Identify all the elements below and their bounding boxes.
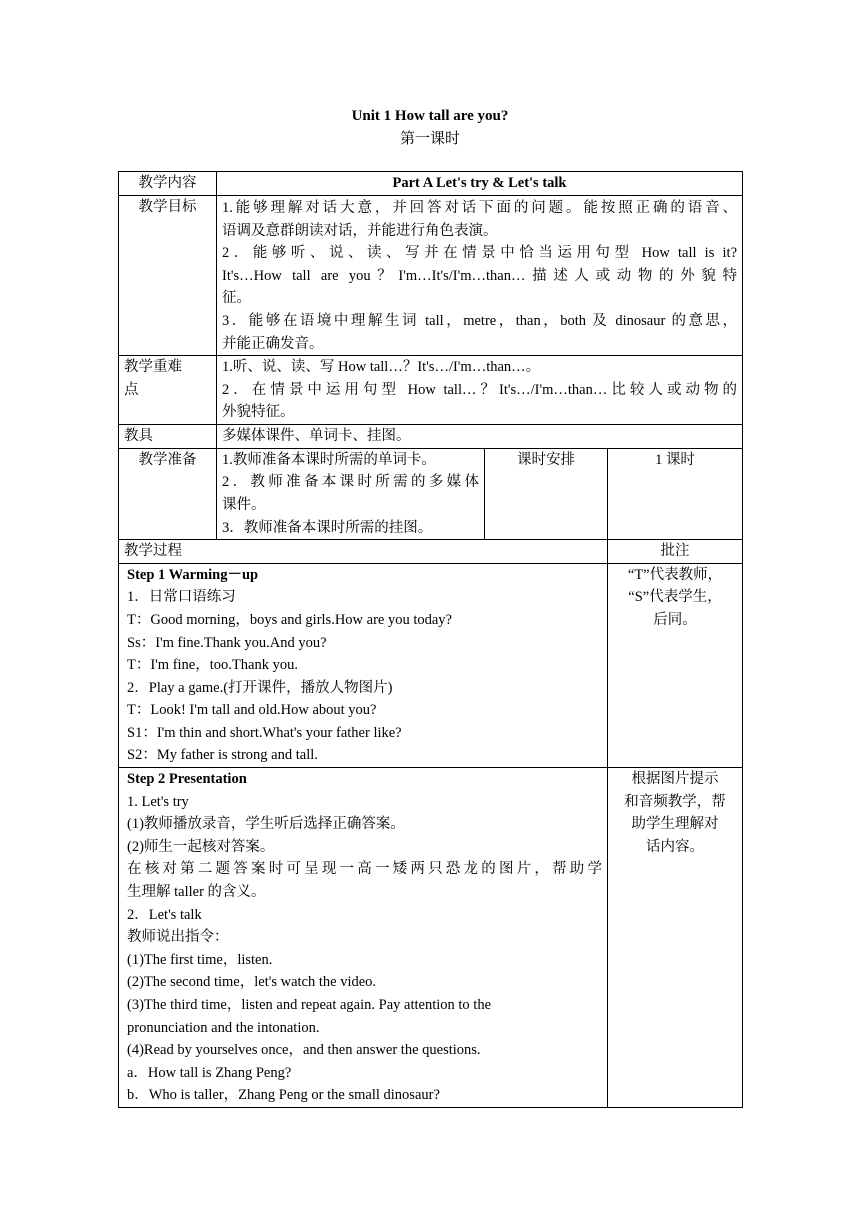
- step1-line: T：Good morning，boys and girls.How are you today?: [127, 611, 452, 628]
- goals-line: It's…How tall are you？I'm…It's/I'm…than…描述人或动物的外貌特: [222, 267, 738, 284]
- goals-label: 教学目标: [119, 196, 217, 356]
- prep-cell: [217, 448, 485, 539]
- prep-line: 课件。: [222, 496, 266, 513]
- goals-line: 2．能够听、说、读、写并在情景中恰当运用句型 How tall is it?: [222, 245, 738, 262]
- step2-note-line: 和音频教学，帮: [624, 793, 726, 810]
- step1-cell: [119, 563, 608, 767]
- step2-note-line: 根据图片提示: [631, 771, 719, 788]
- document-subtitle: 第一课时: [399, 131, 460, 147]
- step1-line: T：Look! I'm tall and old.How about you?: [127, 702, 377, 719]
- step2-line: (3)The third time，listen and repeat again. Pay attention to the: [127, 997, 492, 1013]
- step1-note-line: “T”代表教师，: [627, 566, 723, 583]
- step2-line: 教师说出指令：: [127, 929, 229, 946]
- aids-label: 教具: [119, 425, 217, 449]
- goals-cell: [217, 196, 743, 356]
- step1-line: 1．日常口语练习: [127, 589, 236, 606]
- lesson-plan-table: [118, 171, 743, 1108]
- step2-note-line: 助学生理解对: [631, 816, 719, 833]
- prep-line: 2．教师准备本课时所需的多媒体: [222, 474, 479, 491]
- goals-line: 语调及意群朗读对话，并能进行角色表演。: [222, 222, 498, 239]
- step2-line: (2)The second time，let's watch the video.: [127, 974, 377, 991]
- goals-line: 1.能够理解对话大意，并回答对话下面的问题。能按照正确的语音、: [222, 200, 738, 216]
- key-point-line: 外貌特征。: [222, 404, 295, 421]
- key-points-label-line: 教学重难: [124, 359, 182, 376]
- step2-cell: [119, 768, 608, 1108]
- key-point-line: 1.听、说、读、写 How tall…？It's…/I'm…than…。: [222, 359, 541, 376]
- key-points-label: [119, 356, 217, 425]
- step1-note-line: “S”代表学生，: [628, 589, 722, 606]
- process-label: 教学过程: [119, 540, 608, 564]
- prep-label: 教学准备: [119, 448, 217, 539]
- goals-line: 3．能够在语境中理解生词 tall，metre，than，both 及 dinosaur 的意思，: [222, 312, 738, 329]
- step2-line: b．Who is taller，Zhang Peng or the small dinosaur?: [127, 1087, 440, 1104]
- step2-line: 2．Let's talk: [127, 906, 202, 923]
- row-goals: [119, 196, 743, 356]
- step1-note: [608, 563, 743, 767]
- step2-line: 1. Let's try: [127, 793, 189, 810]
- step1-line: Ss：I'm fine.Thank you.And you?: [127, 634, 327, 651]
- goals-line: 并能正确发音。: [222, 335, 324, 352]
- step1-line: S2：My father is strong and tall.: [127, 747, 318, 764]
- step2-heading: Step 2 Presentation: [127, 771, 247, 788]
- aids-value: 多媒体课件、单词卡、挂图。: [217, 425, 743, 449]
- prep-line: 1.教师准备本课时所需的单词卡。: [222, 451, 436, 468]
- step2-line: a．How tall is Zhang Peng?: [127, 1064, 292, 1081]
- step1-line: 2．Play a game.(打开课件，播放人物图片): [127, 679, 393, 696]
- schedule-label: 课时安排: [485, 448, 608, 539]
- schedule-value: 1 课时: [608, 448, 743, 539]
- step2-note-line: 话内容。: [646, 838, 704, 855]
- step1-note-line: 后同。: [653, 611, 697, 628]
- row-process-header: [119, 540, 743, 564]
- row-preparation: [119, 448, 743, 539]
- row-content: [119, 172, 743, 196]
- prep-line: 3．教师准备本课时所需的挂图。: [222, 519, 433, 536]
- document-title: Unit 1 How tall are you?: [351, 108, 509, 124]
- key-points-label-line: 点: [124, 381, 139, 398]
- key-points-cell: [217, 356, 743, 425]
- step2-line: (4)Read by yourselves once，and then answer the questions.: [127, 1042, 481, 1059]
- row-key-points: [119, 356, 743, 425]
- step1-heading: Step 1 Warming－up: [127, 566, 259, 583]
- step2-line: 生理解 taller 的含义。: [127, 884, 266, 901]
- step2-line: (1)The first time，listen.: [127, 951, 273, 968]
- key-point-line: 2．在情景中运用句型 How tall…？It's…/I'm…than…比较人或动物的: [222, 381, 738, 398]
- step2-note: [608, 768, 743, 1108]
- step2-line: (1)教师播放录音，学生听后选择正确答案。: [127, 816, 405, 833]
- notes-label: 批注: [608, 540, 743, 564]
- content-value: Part A Let's try & Let's talk: [217, 172, 743, 196]
- content-label: 教学内容: [119, 172, 217, 196]
- step1-line: S1：I'm thin and short.What's your father like?: [127, 724, 402, 741]
- step1-line: T：I'm fine，too.Thank you.: [127, 657, 298, 674]
- step2-line: (2)师生一起核对答案。: [127, 838, 275, 855]
- row-step-2: [119, 768, 743, 1108]
- row-aids: [119, 425, 743, 449]
- step2-line: pronunciation and the intonation.: [127, 1019, 320, 1036]
- row-step-1: [119, 563, 743, 767]
- goals-line: 征。: [222, 290, 251, 307]
- step2-line: 在核对第二题答案时可呈现一高一矮两只恐龙的图片，帮助学: [127, 861, 602, 878]
